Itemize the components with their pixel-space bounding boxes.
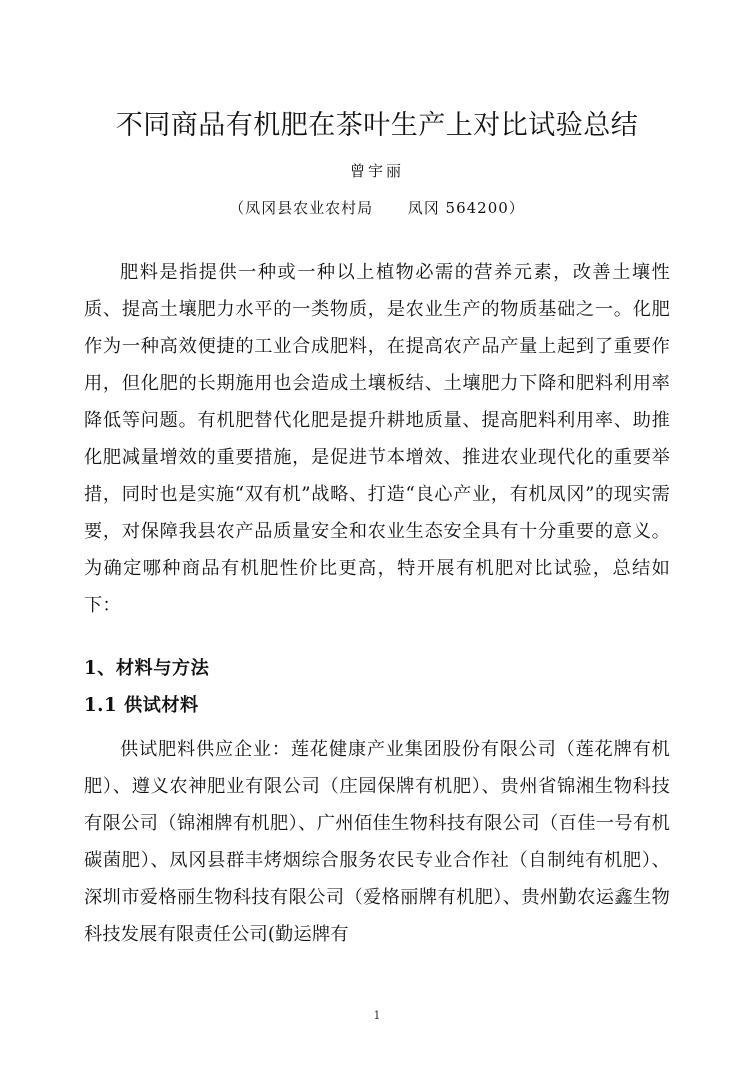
- author-name: 曾宇丽: [349, 162, 404, 180]
- materials-paragraph: 供试肥料供应企业：莲花健康产业集团股份有限公司（莲花牌有机肥）、遵义农神肥业有限公司（庄园保牌有机肥）、贵州省锦湘生物科技有限公司（锦湘牌有机肥）、广州佰佳生物科技有限公司（百佳一号有机碳菌肥）、凤冈县群丰烤烟综合服务农民专业合作社（自制纯有机肥）、深圳市爱格丽生物科技有限公司（爱格丽牌有机肥）、贵州勤农运鑫生物科技发展有限责任公司(勤运牌有: [84, 739, 670, 945]
- document-title: 不同商品有机肥在茶叶生产上对比试验总结: [115, 110, 639, 141]
- author-affiliation: （凤冈县农业农村局 凤冈 564200）: [229, 199, 525, 217]
- page-number: 1: [373, 1009, 381, 1022]
- section-heading: 1、材料与方法: [84, 658, 210, 679]
- subsection-heading: 1.1 供试材料: [84, 695, 199, 716]
- intro-paragraph: 肥料是指提供一种或一种以上植物必需的营养元素，改善土壤性质、提高土壤肥力水平的一类物质，是农业生产的物质基础之一。化肥作为一种高效便捷的工业合成肥料，在提高农产品产量上起到了重要作用，但化肥的长期施用也会造成土壤板结、土壤肥力下降和肥料利用率降低等问题。有机肥替代化肥是提升耕地质量、提高肥料利用率、助推化肥减量增效的重要措施，是促进节本增效、推进农业现代化的重要举措，同时也是实施“双有机”战略、打造“良心产业，有机凤冈”的现实需要，对保障我县农产品质量安全和农业生态安全具有十分重要的意义。为确定哪种商品有机肥性价比更高，特开展有机肥对比试验，总结如下：: [84, 262, 670, 616]
